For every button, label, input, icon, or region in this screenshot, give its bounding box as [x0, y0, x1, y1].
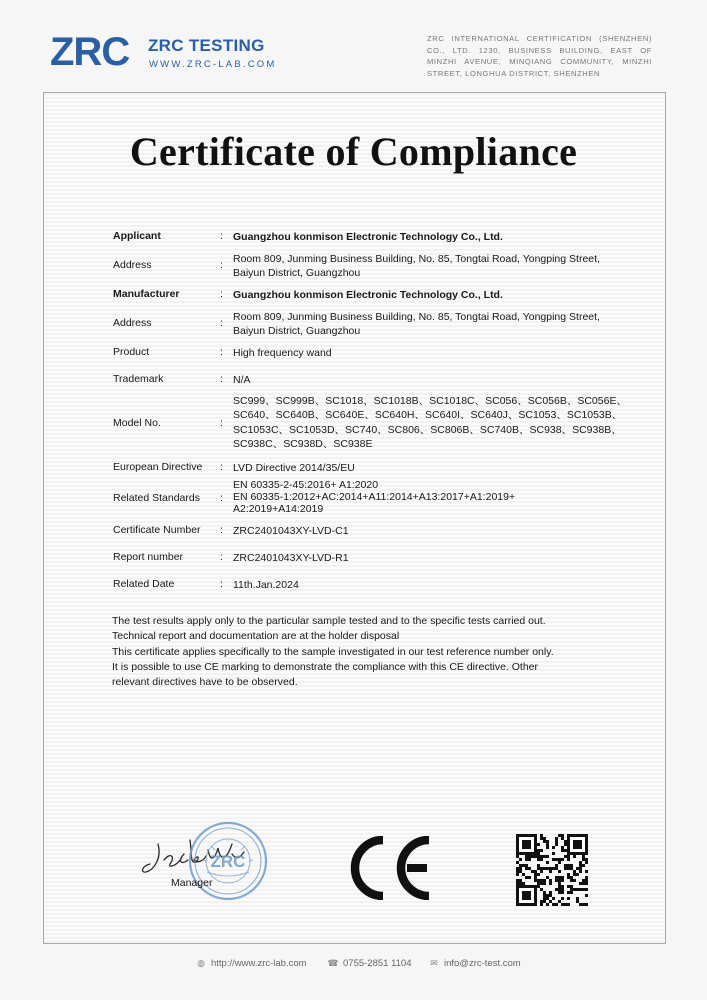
field-value: Guangzhou konmison Electronic Technology Co., Ltd.	[233, 289, 503, 301]
company-stamp	[187, 820, 269, 902]
field-colon: :	[220, 346, 223, 358]
field-label: Manufacturer	[113, 288, 180, 300]
footer	[0, 958, 707, 972]
qr-code	[516, 834, 588, 906]
field-label: Certificate Number	[113, 524, 201, 536]
stamp-text: ZRC	[210, 852, 246, 871]
field-colon: :	[220, 259, 223, 271]
globe-icon: ◍	[197, 958, 205, 968]
model-line: SC640、SC640B、SC640E、SC640H、SC640I、SC640J、SC1053、SC1053B、	[233, 409, 623, 422]
field-label: Applicant	[113, 230, 161, 242]
field-colon: :	[220, 551, 223, 563]
field-value: ZRC2401043XY-LVD-R1	[233, 552, 349, 564]
field-label: Model No.	[113, 417, 161, 429]
note-line: This certificate applies specifically to the sample investigated in our test reference number only.	[112, 645, 554, 658]
certificate-title: Certificate of Compliance	[129, 129, 578, 174]
model-line: SC1053C、SC1053D、SC740、SC806、SC806B、SC740B、SC938、SC938B、	[233, 423, 622, 436]
note-line: Technical report and documentation are at the holder disposal	[112, 630, 400, 643]
footer-phone	[327, 958, 412, 969]
manager-label: Manager	[171, 877, 213, 889]
certificate-frame	[43, 92, 666, 944]
mail-icon: ✉	[430, 958, 438, 968]
logo-name: ZRC TESTING	[148, 36, 265, 55]
model-line: SC999、SC999B、SC1018、SC1018B、SC1018C、SC056、SC056B、SC056E、	[233, 395, 627, 407]
address-line: Baiyun District, Guangzhou	[233, 267, 361, 280]
logo-mark: ZRC	[50, 30, 130, 74]
address-line: Room 809, Junming Business Building, No. 85, Tongtai Road, Yongping Street,	[233, 311, 600, 323]
field-label: Product	[113, 346, 150, 358]
field-value	[233, 394, 627, 451]
field-value	[233, 310, 623, 339]
field-label: Address	[113, 317, 152, 329]
field-colon: :	[220, 492, 223, 504]
field-label: Report number	[113, 551, 184, 563]
model-line: SC938C、SC938D、SC938E	[233, 437, 373, 450]
field-label: European Directive	[113, 461, 203, 473]
field-value: 11th.Jan.2024	[233, 579, 299, 591]
field-label: Related Standards	[113, 492, 200, 504]
field-label: Trademark	[113, 373, 164, 385]
logo-url: WWW.ZRC-LAB.COM	[149, 59, 277, 70]
standard-line: EN 60335-2-45:2016+ A1:2020	[233, 479, 379, 491]
phone-text: 0755-2851 1104	[343, 958, 412, 969]
email-text: info@zrc-test.com	[444, 958, 521, 969]
note-line: The test results apply only to the particular sample tested and to the specific tests carried out.	[112, 615, 546, 627]
note-line: It is possible to use CE marking to demonstrate the compliance with this CE directive. Other	[112, 660, 539, 673]
field-colon: :	[220, 578, 223, 590]
field-value: High frequency wand	[233, 347, 332, 359]
header-address: ZRC INTERNATIONAL CERTIFICATION (SHENZHEN) CO., LTD. 1230, BUSINESS BUILDING, EAST OF MINZHI AVENUE, MINQIANG COMMUNITY, MINZHI STREET, LONGHUA DISTRICT, SHENZHEN	[427, 34, 652, 78]
note-line: relevant directives have to be observed.	[112, 676, 298, 689]
phone-icon: ☎	[327, 958, 339, 968]
field-colon: :	[220, 461, 223, 473]
field-value: ZRC2401043XY-LVD-C1	[233, 525, 349, 537]
ce-mark	[343, 836, 435, 900]
standard-line: A2:2019+A14:2019	[233, 503, 324, 515]
field-value: N/A	[233, 374, 251, 386]
field-colon: :	[220, 373, 223, 385]
field-value	[233, 479, 623, 515]
field-colon: :	[220, 230, 223, 242]
company-logo	[50, 32, 290, 77]
standard-line: EN 60335-1:2012+AC:2014+A11:2014+A13:2017+A1:2019+	[233, 491, 516, 503]
address-line: Baiyun District, Guangzhou	[233, 325, 361, 338]
field-label: Related Date	[113, 578, 175, 590]
field-value: LVD Directive 2014/35/EU	[233, 462, 355, 474]
field-value	[233, 252, 623, 281]
address-line: Room 809, Junming Business Building, No. 85, Tongtai Road, Yongping Street,	[233, 253, 600, 265]
footer-email[interactable]	[428, 958, 521, 969]
field-colon: :	[220, 417, 223, 429]
field-colon: :	[220, 317, 223, 329]
field-colon: :	[220, 288, 223, 300]
field-colon: :	[220, 524, 223, 536]
website-text: http://www.zrc-lab.com	[211, 958, 307, 969]
compliance-notes	[112, 614, 582, 690]
footer-website[interactable]	[195, 958, 307, 969]
field-value: Guangzhou konmison Electronic Technology Co., Ltd.	[233, 231, 503, 243]
field-label: Address	[113, 259, 152, 271]
